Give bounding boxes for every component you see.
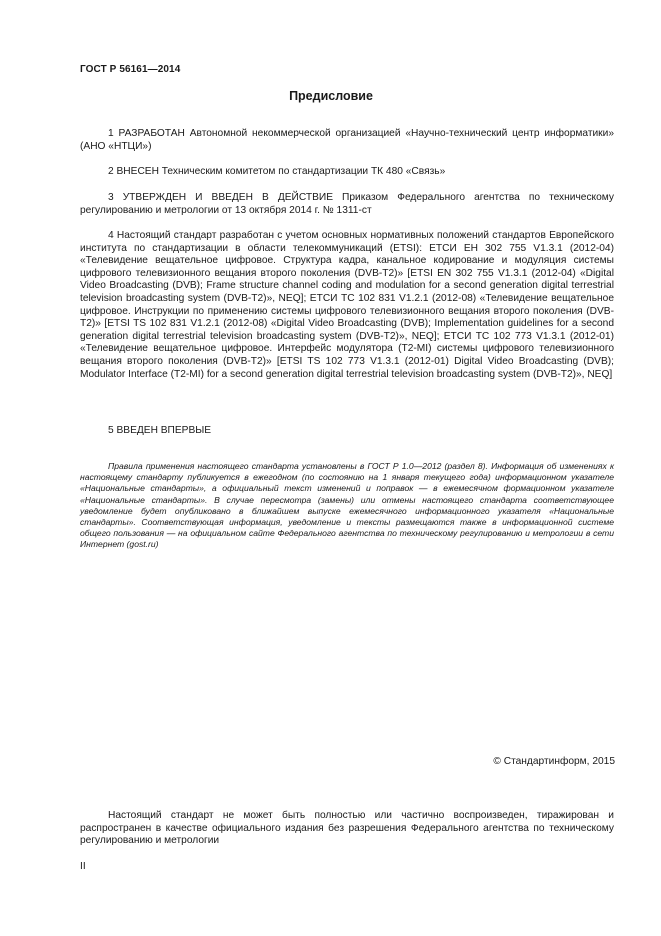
paragraph-developed-by: 1 РАЗРАБОТАН Автономной некоммерческой организацией «Научно-технический центр информатики» (АНО «НТЦИ») [80,128,614,152]
reproduction-notice: Настоящий стандарт не может быть полностью или частично воспроизведен, тиражирован и распространен в качестве официального издания без разрешения Федерального агентства по техническому регулированию и метрологии [80,810,614,847]
page-number: II [80,861,86,872]
paragraph-approved: 3 УТВЕРЖДЕН И ВВЕДЕН В ДЕЙСТВИЕ Приказом Федерального агентства по техническому регулированию и метрологии от 13 октября 2014 г. № 1311-ст [80,192,614,216]
paragraph-introduced-by: 2 ВНЕСЕН Техническим комитетом по стандартизации ТК 480 «Связь» [108,166,446,177]
page-title: Предисловие [289,89,373,103]
paragraph-first-introduced: 5 ВВЕДЕН ВПЕРВЫЕ [108,425,212,436]
paragraph-standards-basis: 4 Настоящий стандарт разработан с учетом основных нормативных положений стандартов Европейского института по стандартизации в области телекоммуникаций (ETSI): ЕТСИ ЕН 302 755 V1.3.1 (2012-04) «Телевидение вещательное цифровое. Структура кадра, канальное кодирование и модуляция системы цифрового телевизионного вещания второго поколения (DVB-T2)» [ETSI EN 302 755 V1.3.1 (2012-04) «Digital Video Broadcasting (DVB); Frame structure channel coding and modulation for a second generation digital terrestrial television broadcasting system (DVB-T2)», NEQ]; ЕТСИ ТС 102 831 V1.2.1 (2012-08) «Телевидение вещательное цифровое. Инструкции по применению системы цифрового телевизионного вещания второго поколения (DVB-T2)» [ETSI TS 102 831 V1.2.1 (2012-08) «Digital Video Broadcasting (DVB); Implementation guidelines for a second generation digital terrestrial television broadcasting system (DVB-T2)», NEQ]; ЕТСИ ТС 102 773 V1.3.1 (2012-01) «Телевидение вещательное цифровое. Интерфейс модулятора (T2-MI) системы цифрового телевизионного вещания второго поколения (DVB-T2)» [ETSI TS 102 773 V1.3.1 (2012-01) Digital Video Broadcasting (DVB); Modulator Interface (T2-MI) for a second generation digital terrestrial television broadcasting system (DVB-T2)», NEQ] [80,230,614,380]
copyright-line: © Стандартинформ, 2015 [493,756,615,767]
application-rules-note: Правила применения настоящего стандарта установлены в ГОСТ Р 1.0—2012 (раздел 8). Информация об изменениях к настоящему стандарту публикуется в ежегодном (по состоянию на 1 января текущего года) информационном указателе «Национальные стандарты», а официальный текст изменений и поправок — в ежемесячном формационном указателе «Национальные стандарты». В случае пересмотра (замены) или отмены настоящего стандарта соответствующее уведомление будет опубликовано в ближайшем выпуске ежемесячного информационного указателя «Национальные стандарты». Соответствующая информация, уведомление и тексты размещаются также в информационной системе общего пользования — на официальном сайте Федерального агентства по техническому регулированию и метрологии в сети Интернет (gost.ru) [80,461,614,550]
document-code: ГОСТ Р 56161—2014 [80,64,181,75]
